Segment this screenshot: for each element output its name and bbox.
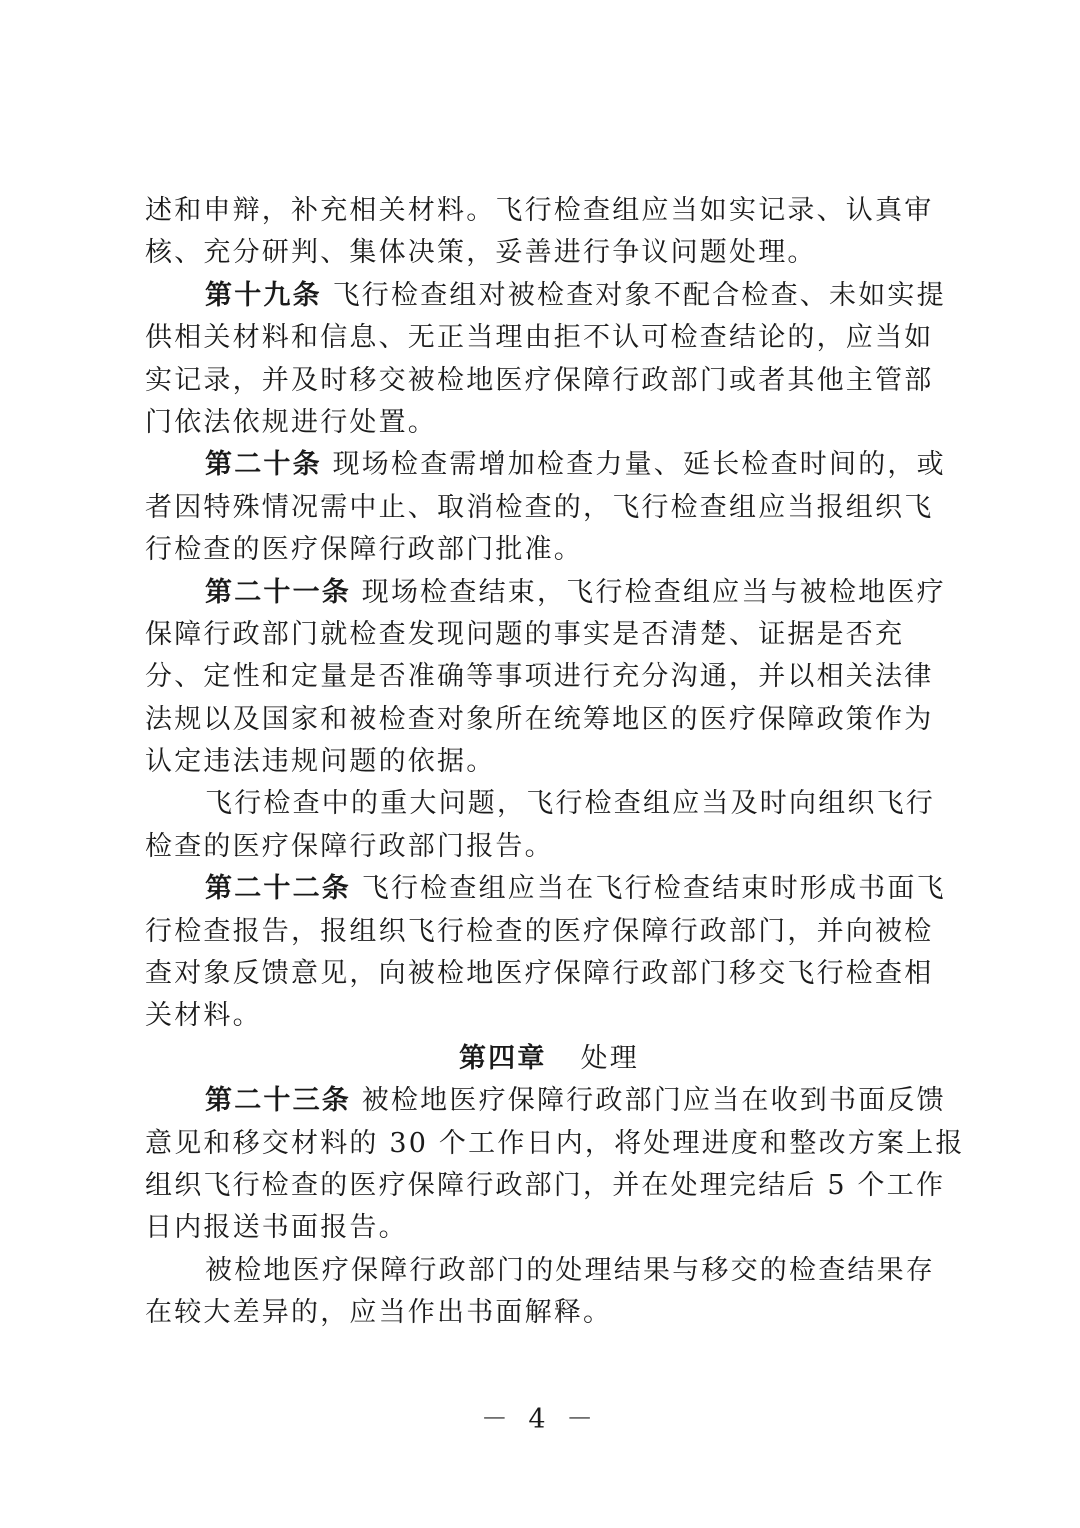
paragraph-line: 述和申辩，补充相关材料。飞行检查组应当如实记录、认真审 — [145, 195, 934, 226]
paragraph-line: 供相关材料和信息、无正当理由拒不认可检查结论的，应当如 — [145, 322, 934, 354]
paragraph-line: 行检查的医疗保障行政部门批准。 — [145, 534, 583, 566]
paragraph-text: 现场检查结束，飞行检查组应当与被检地医疗 — [351, 576, 946, 608]
paragraph-line: 行检查报告，报组织飞行检查的医疗保障行政部门，并向被检 — [145, 915, 934, 947]
article-heading: 第二十二条 — [205, 873, 351, 905]
document-body — [145, 190, 965, 1335]
paragraph-line: 查对象反馈意见，向被检地医疗保障行政部门移交飞行检查相 — [145, 958, 934, 990]
article-20-first-line — [145, 444, 945, 486]
paragraph-line: 日内报送书面报告。 — [145, 1212, 408, 1244]
paragraph-line: 保障行政部门就检查发现问题的事实是否清楚、证据是否充 — [145, 618, 905, 650]
chapter-heading — [145, 1038, 945, 1080]
article-heading: 第十九条 — [205, 279, 322, 311]
chapter-title: 处理 — [580, 1042, 639, 1074]
paragraph-line: 法规以及国家和被检查对象所在统筹地区的医疗保障政策作为 — [145, 703, 934, 735]
paragraph-line: 者因特殊情况需中止、取消检查的，飞行检查组应当报组织飞 — [145, 491, 934, 523]
article-19-first-line — [145, 275, 945, 317]
paragraph-line: 认定违法违规问题的依据。 — [145, 746, 496, 778]
paragraph-line: 飞行检查中的重大问题，飞行检查组应当及时向组织飞行 — [205, 788, 935, 820]
article-heading: 第二十一条 — [205, 576, 351, 608]
paragraph-line: 核、充分研判、集体决策，妥善进行争议问题处理。 — [145, 237, 817, 269]
paragraph-text: 飞行检查组对被检查对象不配合检查、未如实提 — [321, 279, 946, 311]
paragraph-line: 关材料。 — [145, 1000, 262, 1032]
paragraph-text: 现场检查需增加检查力量、延长检查时间的，或 — [321, 449, 946, 481]
paragraph-line: 意见和移交材料的 30 个工作日内，将处理进度和整改方案上报 — [145, 1127, 965, 1159]
article-heading: 第二十三条 — [205, 1085, 351, 1117]
article-heading: 第二十条 — [205, 449, 322, 481]
paragraph-line: 在较大差异的，应当作出书面解释。 — [145, 1297, 613, 1329]
paragraph-line: 检查的医疗保障行政部门报告。 — [145, 830, 554, 862]
page-number: － 4 － — [480, 1404, 600, 1435]
article-22-first-line — [145, 868, 945, 910]
paragraph-text: 飞行检查组应当在飞行检查结束时形成书面飞 — [351, 873, 946, 905]
chapter-number: 第四章 — [458, 1042, 547, 1074]
paragraph-line: 组织飞行检查的医疗保障行政部门，并在处理完结后 5 个工作 — [145, 1169, 946, 1201]
article-23-first-line — [145, 1080, 945, 1122]
paragraph-line: 被检地医疗保障行政部门的处理结果与移交的检查结果存 — [205, 1254, 935, 1286]
paragraph-line: 分、定性和定量是否准确等事项进行充分沟通，并以相关法律 — [145, 661, 934, 693]
article-21-first-line — [145, 572, 945, 614]
paragraph-text: 被检地医疗保障行政部门应当在收到书面反馈 — [351, 1085, 946, 1117]
paragraph-line: 实记录，并及时移交被检地医疗保障行政部门或者其他主管部 — [145, 364, 934, 396]
paragraph-line: 门依法依规进行处置。 — [145, 406, 437, 438]
